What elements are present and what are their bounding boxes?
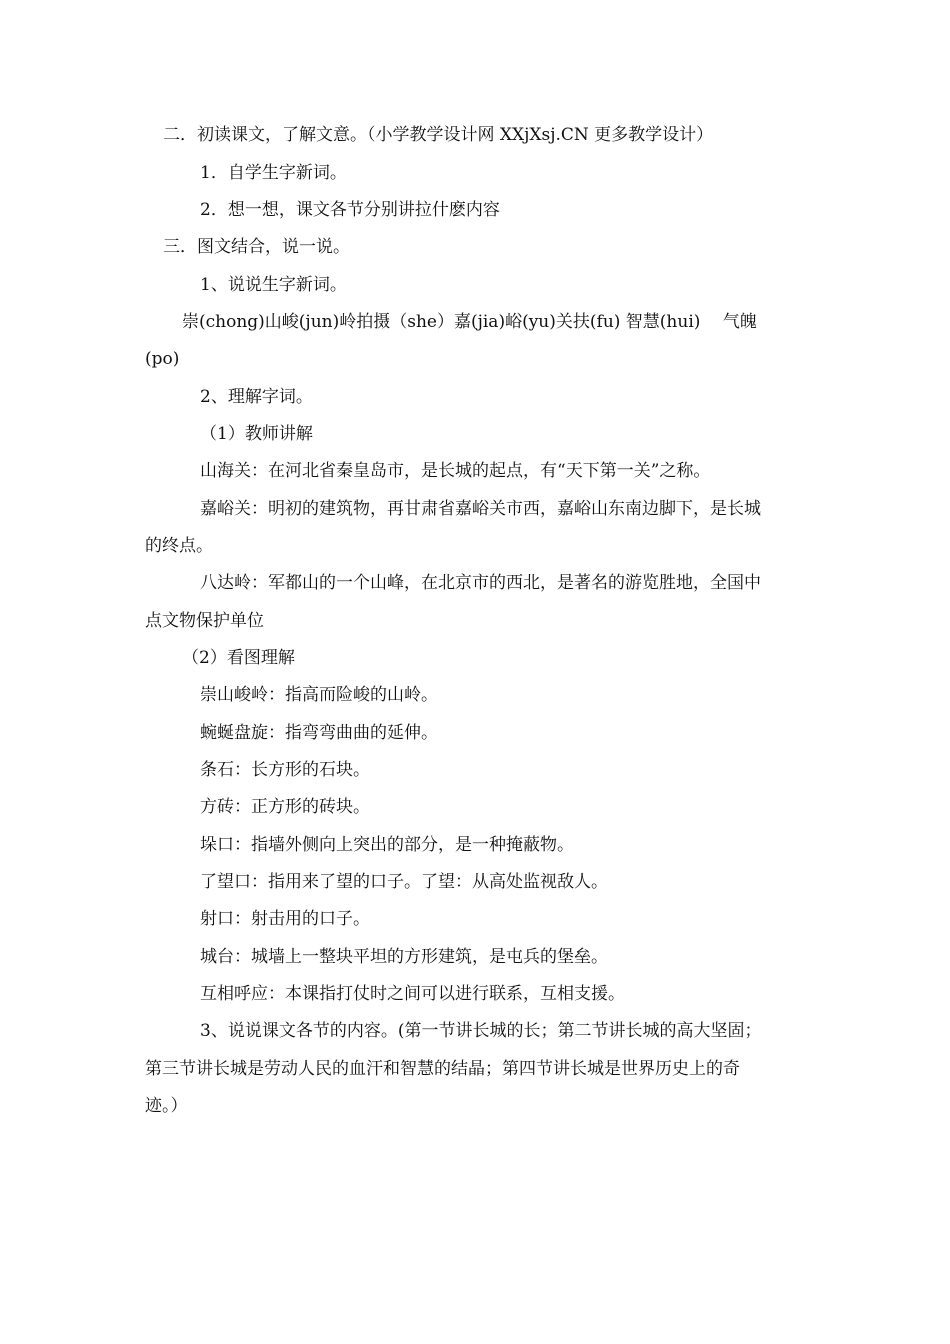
list-item: 2．想一想，课文各节分别讲拉什麽内容 [200,200,500,220]
definition-line: 了望口：指用来了望的口子。了望：从高处监视敌人。 [200,872,608,892]
definition-line: 垛口：指墙外侧向上突出的部分，是一种掩蔽物。 [200,835,574,855]
section-heading-3: 三．图文结合，说一说。 [163,237,350,257]
list-item: 1、说说生字新词。 [200,275,347,295]
definition-line-continued: 点文物保护单位 [145,611,264,631]
definition-line: 互相呼应：本课指打仗时之间可以进行联系，互相支援。 [200,984,625,1004]
definition-line: 射口：射击用的口子。 [200,909,370,929]
list-item: 3、说说课文各节的内容。(第一节讲长城的长；第二节讲长城的高大坚固； [200,1021,762,1041]
subsection-heading: （1）教师讲解 [200,424,313,444]
list-item: 2、理解字词。 [200,387,313,407]
vocabulary-line-continued: (po) [145,349,180,369]
definition-line: 蜿蜒盘旋：指弯弯曲曲的延伸。 [200,723,438,743]
vocabulary-line: 崇(chong)山峻(jun)岭拍摄（she）嘉(jia)峪(yu)关扶(fu) 智慧(hui) 气魄 [182,312,757,332]
section-heading-2: 二．初读课文，了解文意。（小学教学设计网 XXjXsj.CN 更多教学设计） [163,125,714,145]
definition-line: 八达岭：军都山的一个山峰，在北京市的西北，是著名的游览胜地，全国中 [200,573,761,593]
list-item-continued: 迹。） [145,1096,188,1116]
subsection-heading: （2）看图理解 [182,648,295,668]
definition-line: 方砖：正方形的砖块。 [200,797,370,817]
definition-line: 城台：城墙上一整块平坦的方形建筑，是屯兵的堡垒。 [200,947,608,967]
definition-line: 山海关：在河北省秦皇岛市，是长城的起点，有“天下第一关”之称。 [200,461,711,481]
definition-line: 嘉峪关：明初的建筑物，再甘肃省嘉峪关市西，嘉峪山东南边脚下，是长城 [200,499,761,519]
list-item-continued: 第三节讲长城是劳动人民的血汗和智慧的结晶；第四节讲长城是世界历史上的奇 [145,1059,740,1079]
definition-line-continued: 的终点。 [145,536,213,556]
list-item: 1．自学生字新词。 [200,163,347,183]
definition-line: 崇山峻岭：指高而险峻的山岭。 [200,685,438,705]
definition-line: 条石：长方形的石块。 [200,760,370,780]
